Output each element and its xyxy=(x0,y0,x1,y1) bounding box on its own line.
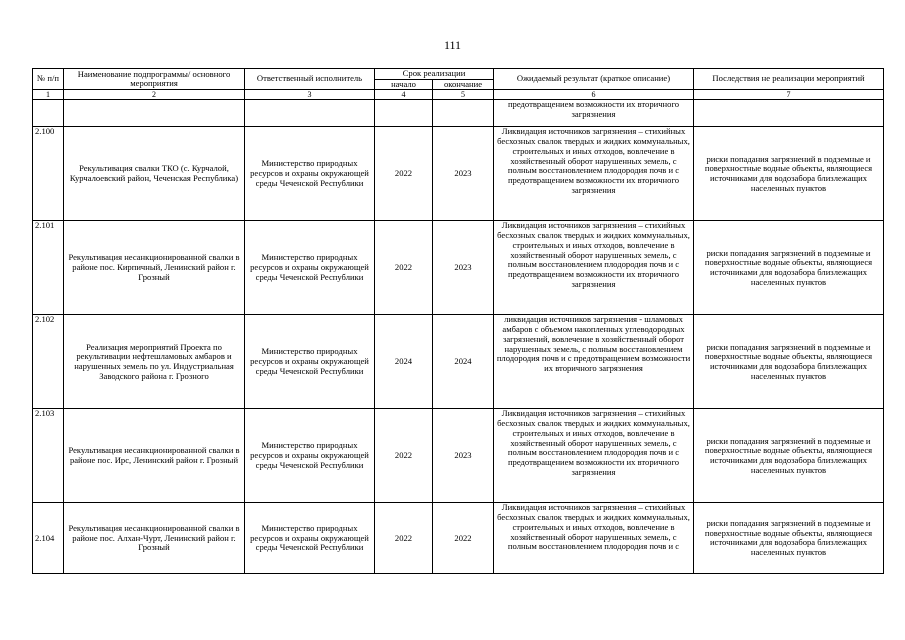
activity-name: Рекультивация несанкционированной свалки в районе пос. Ирс, Ленинский район г. Грозный xyxy=(64,409,245,503)
activity-name: Реализация мероприятий Проекта по рекультивации нефтешламовых амбаров и нарушенных земель по ул. Индустриальная Заводского района г. Грозного xyxy=(64,315,245,409)
consequence-cell: риски попадания загрязнений в подземные и поверхностные водные объекты, являющиеся источниками для водозабора близлежащих населенных пунктов xyxy=(694,409,884,503)
header-term: Срок реализации xyxy=(375,69,494,80)
header-start: начало xyxy=(375,79,433,90)
row-number: 2.104 xyxy=(33,503,64,574)
table-row xyxy=(33,409,884,503)
index-cell: 6 xyxy=(494,90,694,100)
start-year: 2022 xyxy=(375,409,433,503)
table-row xyxy=(33,503,884,574)
index-cell: 3 xyxy=(245,90,375,100)
continuation-row xyxy=(33,100,884,127)
end-year: 2024 xyxy=(433,315,494,409)
index-cell: 5 xyxy=(433,90,494,100)
executor-cell: Министерство природных ресурсов и охраны окружающей среды Чеченской Республики xyxy=(245,315,375,409)
result-cell: Ликвидация источников загрязнения – стихийных бесхозных свалок твердых и жидких коммунальных, строительных и иных отходов, вовлечение в хозяйственный оборот нарушенных земель, с полным восстановлением плодородия почв и с xyxy=(494,503,694,574)
end-year: 2023 xyxy=(433,127,494,221)
start-year: 2022 xyxy=(375,127,433,221)
header-num: № п/п xyxy=(33,69,64,90)
start-year: 2022 xyxy=(375,221,433,315)
result-cell: предотвращением возможности их вторичного загрязнения xyxy=(494,100,694,127)
table-header-row xyxy=(33,69,884,80)
end-year: 2022 xyxy=(433,503,494,574)
start-year: 2022 xyxy=(375,503,433,574)
table-row xyxy=(33,221,884,315)
page-number: 111 xyxy=(443,38,462,52)
row-number: 2.100 xyxy=(33,127,64,221)
header-end: окончание xyxy=(433,79,494,90)
executor-cell: Министерство природных ресурсов и охраны окружающей среды Чеченской Республики xyxy=(245,221,375,315)
consequence-cell: риски попадания загрязнений в подземные и поверхностные водные объекты, являющиеся источниками для водозабора близлежащих населенных пунктов xyxy=(694,315,884,409)
index-cell: 7 xyxy=(694,90,884,100)
header-name: Наименование подпрограммы/ основного мероприятия xyxy=(64,69,245,90)
index-cell: 2 xyxy=(64,90,245,100)
result-cell: Ликвидация источников загрязнения – стихийных бесхозных свалок твердых и жидких коммунальных, строительных и иных отходов, вовлечение в хозяйственный оборот нарушенных земель, с полным восстановлением плодородия почв и с предотвращением возможности их вторичного загрязнения xyxy=(494,221,694,315)
executor-cell: Министерство природных ресурсов и охраны окружающей среды Чеченской Республики xyxy=(245,503,375,574)
end-year: 2023 xyxy=(433,221,494,315)
header-executor: Ответственный исполнитель xyxy=(245,69,375,90)
row-number: 2.101 xyxy=(33,221,64,315)
table-row xyxy=(33,315,884,409)
activities-table xyxy=(32,68,884,574)
consequence-cell: риски попадания загрязнений в подземные и поверхностные водные объекты, являющиеся источниками для водозабора близлежащих населенных пунктов xyxy=(694,503,884,574)
column-index-row xyxy=(33,90,884,100)
consequence-cell: риски попадания загрязнений в подземные и поверхностные водные объекты, являющиеся источниками для водозабора близлежащих населенных пунктов xyxy=(694,127,884,221)
result-cell: ликвидация источников загрязнения - шламовых амбаров с объемом накопленных углеводородных загрязнений, вовлечение в хозяйственный оборот нарушенных земель, с полным восстановлением плодородия почв и с предотвращением возможности их вторичного загрязнения xyxy=(494,315,694,409)
table-row xyxy=(33,127,884,221)
consequence-cell: риски попадания загрязнений в подземные и поверхностные водные объекты, являющиеся источниками для водозабора близлежащих населенных пунктов xyxy=(694,221,884,315)
header-result: Ожидаемый результат (краткое описание) xyxy=(494,69,694,90)
row-number: 2.103 xyxy=(33,409,64,503)
executor-cell: Министерство природных ресурсов и охраны окружающей среды Чеченской Республики xyxy=(245,127,375,221)
result-cell: Ликвидация источников загрязнения – стихийных бесхозных свалок твердых и жидких коммунальных, строительных и иных отходов, вовлечение в хозяйственный оборот нарушенных земель, с полным восстановлением плодородия почв и с предотвращением возможности их вторичного загрязнения xyxy=(494,409,694,503)
index-cell: 4 xyxy=(375,90,433,100)
row-number: 2.102 xyxy=(33,315,64,409)
activity-name: Рекультивация свалки ТКО (с. Курчалой, Курчалоевский район, Чеченская Республика) xyxy=(64,127,245,221)
start-year: 2024 xyxy=(375,315,433,409)
index-cell: 1 xyxy=(33,90,64,100)
end-year: 2023 xyxy=(433,409,494,503)
activity-name: Рекультивация несанкционированной свалки в районе пос. Кирпичный, Ленинский район г. Грозный xyxy=(64,221,245,315)
result-cell: Ликвидация источников загрязнения – стихийных бесхозных свалок твердых и жидких коммунальных, строительных и иных отходов, вовлечение в хозяйственный оборот нарушенных земель, с полным восстановлением плодородия почв и с предотвращением возможности их вторичного загрязнения xyxy=(494,127,694,221)
header-consequence: Последствия не реализации мероприятий xyxy=(694,69,884,90)
activity-name: Рекультивация несанкционированной свалки в районе пос. Алхан-Чурт, Ленинский район г. Грозный xyxy=(64,503,245,574)
executor-cell: Министерство природных ресурсов и охраны окружающей среды Чеченской Республики xyxy=(245,409,375,503)
